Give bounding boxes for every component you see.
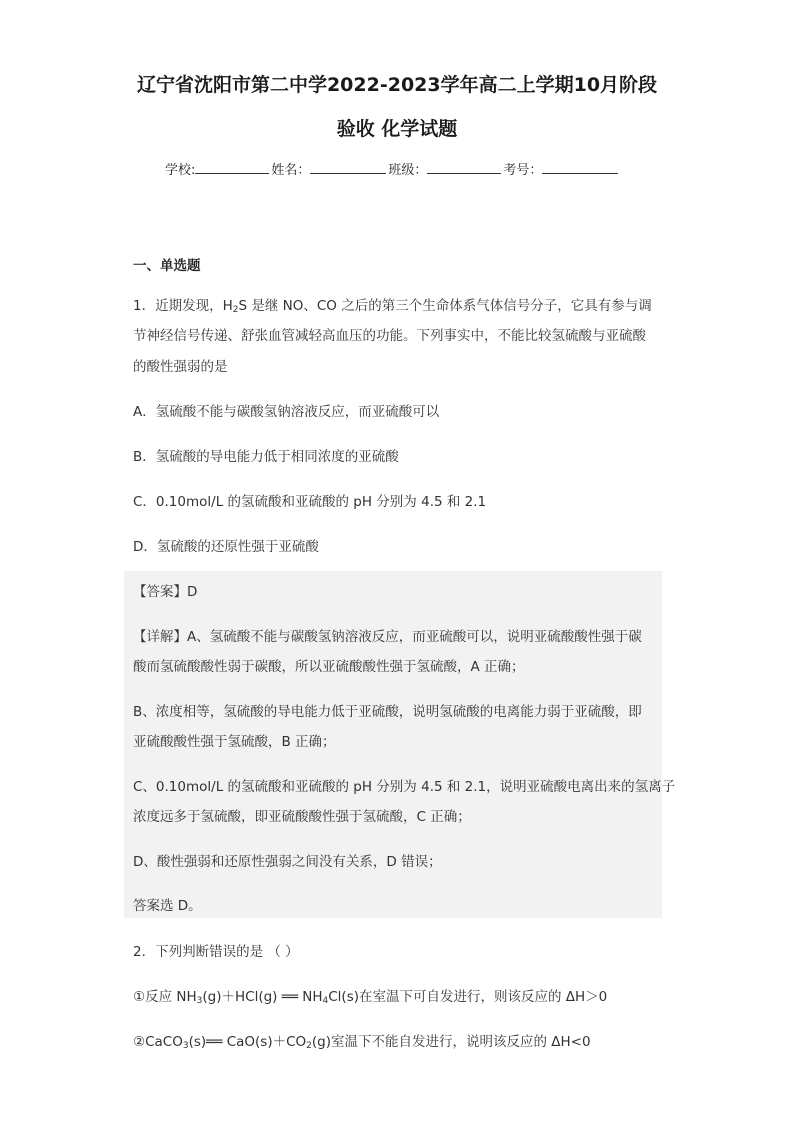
q1-detail-3b: 浓度远多于氢硫酸，即亚硫酸酸性强于氢硫酸，C 正确； (133, 809, 471, 825)
q2-s1-a: ①反应 NH (133, 989, 197, 1005)
q1-detail-2a: B、浓度相等，氢硫酸的导电能力低于亚硫酸，说明氢硫酸的电离能力弱于亚硫酸，即 (133, 704, 642, 720)
q1-detail-1a: 【详解】A、氢硫酸不能与碳酸氢钠溶液反应，而亚硫酸可以，说明亚硫酸酸性强于碳 (133, 629, 642, 645)
document-title-line-2: 验收 化学试题 (336, 118, 458, 140)
q1-option-c: C．0.10mol/L 的氢硫酸和亚硫酸的 pH 分别为 4.5 和 2.1 (133, 494, 487, 510)
q1-stem-line-1 (133, 294, 652, 314)
q2-s1-b: (g)＋HCl(g) ══ NH (202, 989, 323, 1005)
q2-statement-1 (133, 985, 607, 1005)
name-blank (310, 159, 386, 174)
q1-option-d: D．氢硫酸的还原性强于亚硫酸 (133, 539, 319, 555)
q1-option-b: B．氢硫酸的导电能力低于相同浓度的亚硫酸 (133, 449, 399, 465)
q2-s2-a: ②CaCO (133, 1034, 183, 1050)
q1-detail-1b: 酸而氢硫酸酸性弱于碳酸，所以亚硫酸酸性强于氢硫酸，A 正确； (133, 659, 525, 675)
q1-detail-3a: C、0.10mol/L 的氢硫酸和亚硫酸的 pH 分别为 4.5 和 2.1，说明亚硫酸电离出来的氢离子 (133, 779, 676, 795)
q1-stem-line-2: 节神经信号传递、舒张血管减轻高血压的功能。下列事实中，不能比较氢硫酸与亚硫酸 (133, 328, 646, 344)
q2-s1-c: Cl(s)在室温下可自发进行，则该反应的 ΔH＞0 (328, 989, 608, 1005)
q1-stem-subscript: 2 (232, 305, 239, 315)
class-blank (427, 159, 501, 174)
school-label: 学校: (165, 163, 196, 178)
q2-stem: 2．下列判断错误的是 （ ） (133, 944, 299, 960)
q1-stem-b: S 是继 NO、CO 之后的第三个生命体系气体信号分子，它具有参与调 (238, 298, 652, 314)
q2-s1-sub-1: 3 (196, 996, 203, 1006)
student-info-row (165, 159, 620, 178)
q1-detail-4: D、酸性强弱和还原性强弱之间没有关系，D 错误； (133, 854, 442, 870)
q1-option-a: A．氢硫酸不能与碳酸氢钠溶液反应，而亚硫酸可以 (133, 404, 440, 420)
q2-statement-2 (133, 1030, 591, 1050)
q1-detail-2b: 亚硫酸酸性强于氢硫酸，B 正确； (133, 734, 336, 750)
school-blank (195, 159, 269, 174)
q1-stem-a: 1．近期发现，H (133, 298, 233, 314)
q1-answer: 【答案】D (133, 584, 198, 600)
q1-conclusion: 答案选 D。 (133, 898, 202, 914)
section-heading: 一、单选题 (133, 258, 201, 274)
q2-s2-b: (s)══ CaO(s)＋CO (188, 1034, 307, 1050)
q2-s2-c: (g)室温下不能自发进行，说明该反应的 ΔH<0 (311, 1034, 591, 1050)
name-label: 姓名： (271, 163, 311, 178)
exam-number-blank (542, 159, 618, 174)
q2-s2-sub-2: 2 (306, 1041, 312, 1051)
class-label: 班级： (388, 163, 428, 178)
q2-s2-sub-1: 3 (182, 1041, 189, 1051)
document-title-line-1: 辽宁省沈阳市第二中学2022-2023学年高二上学期10月阶段 (136, 74, 658, 96)
q1-stem-line-3: 的酸性强弱的是 (133, 359, 228, 375)
exam-number-label: 考号： (503, 163, 543, 178)
q2-s1-sub-2: 4 (322, 996, 329, 1006)
